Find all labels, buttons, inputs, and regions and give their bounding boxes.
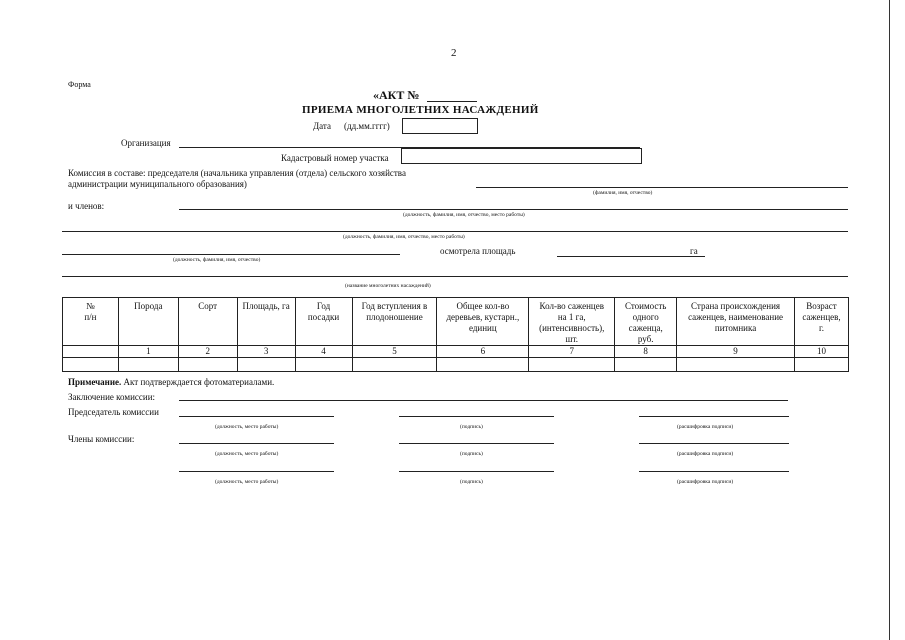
table-header: № п/н bbox=[63, 298, 119, 346]
member1-decode-field[interactable] bbox=[639, 443, 789, 444]
members-field-1[interactable] bbox=[179, 209, 848, 210]
table-cell: 5 bbox=[352, 346, 437, 358]
table-cell[interactable] bbox=[63, 358, 119, 372]
table-cell: 6 bbox=[437, 346, 529, 358]
table-header: Кол-во саженцев на 1 га, (интенсивность), шт. bbox=[529, 298, 615, 346]
decode-caption: (расшифровка подписи) bbox=[677, 424, 734, 430]
table-header-row bbox=[63, 298, 849, 346]
members-caption-3: (должность, фамилия, имя, отчество) bbox=[173, 257, 261, 263]
table-cell[interactable] bbox=[295, 358, 352, 372]
table-header: Год вступления в плодоношение bbox=[352, 298, 437, 346]
chairman-position-field[interactable] bbox=[179, 416, 334, 417]
member2-signature-field[interactable] bbox=[399, 471, 554, 472]
table-cell: 4 bbox=[295, 346, 352, 358]
note-label: Примечание. bbox=[68, 377, 122, 387]
page-edge-divider bbox=[889, 0, 890, 640]
date-input[interactable] bbox=[402, 118, 478, 134]
table-cell[interactable] bbox=[437, 358, 529, 372]
inspected-area-label: осмотрела площадь bbox=[440, 246, 516, 256]
plantings-table bbox=[62, 297, 849, 372]
position-caption: (должность, место работы) bbox=[215, 424, 279, 430]
chairman-signature-field[interactable] bbox=[399, 416, 554, 417]
table-cell[interactable] bbox=[178, 358, 237, 372]
table-cell[interactable] bbox=[352, 358, 437, 372]
table-header: Площадь, га bbox=[237, 298, 295, 346]
chair-name-field[interactable] bbox=[476, 187, 848, 188]
table-header: Страна происхождения саженцев, наименование питомника bbox=[677, 298, 795, 346]
member1-position-field[interactable] bbox=[179, 443, 334, 444]
table-cell[interactable] bbox=[677, 358, 795, 372]
note-text: Акт подтверждается фотоматериалами. bbox=[121, 377, 275, 387]
table-cell: 3 bbox=[237, 346, 295, 358]
chairman-decode-field[interactable] bbox=[639, 416, 789, 417]
table-cell[interactable] bbox=[118, 358, 178, 372]
act-title: «АКТ № bbox=[373, 88, 420, 102]
cadastral-input[interactable] bbox=[401, 148, 642, 164]
signature-caption: (подпись) bbox=[460, 451, 483, 457]
ha-unit: га bbox=[690, 246, 698, 256]
commission-intro-line2: администрации муниципального образования) bbox=[68, 179, 247, 189]
page-number: 2 bbox=[451, 47, 457, 59]
chair-caption: (фамилия, имя, отчество) bbox=[593, 190, 653, 196]
cadastral-label: Кадастровый номер участка bbox=[281, 153, 389, 163]
members-field-3[interactable] bbox=[62, 254, 400, 255]
position-caption: (должность, место работы) bbox=[215, 479, 279, 485]
table-header: Порода bbox=[118, 298, 178, 346]
plantings-caption: (название многолетних насаждений) bbox=[345, 283, 431, 289]
members-caption-2: (должность, фамилия, имя, отчество, место работы) bbox=[343, 234, 465, 240]
table-cell: 7 bbox=[529, 346, 615, 358]
position-caption: (должность, место работы) bbox=[215, 451, 279, 457]
act-subtitle: ПРИЕМА МНОГОЛЕТНИХ НАСАЖДЕНИЙ bbox=[302, 104, 539, 116]
table-cell: 2 bbox=[178, 346, 237, 358]
decode-caption: (расшифровка подписи) bbox=[677, 451, 734, 457]
date-format: (дд.мм.гггг) bbox=[344, 121, 390, 131]
table-number-row bbox=[63, 346, 849, 358]
table-header: Возраст саженцев, г. bbox=[794, 298, 848, 346]
table-cell: 10 bbox=[794, 346, 848, 358]
members-commission-label: Члены комиссии: bbox=[68, 434, 135, 444]
members-caption-1: (должность, фамилия, имя, отчество, место работы) bbox=[403, 212, 525, 218]
signature-caption: (подпись) bbox=[460, 424, 483, 430]
conclusion-label: Заключение комиссии: bbox=[68, 392, 156, 402]
table-cell: 8 bbox=[615, 346, 677, 358]
table-cell: 1 bbox=[118, 346, 178, 358]
table-cell: 9 bbox=[677, 346, 795, 358]
members-field-2[interactable] bbox=[62, 231, 848, 232]
conclusion-field[interactable] bbox=[179, 400, 788, 401]
table-cell[interactable] bbox=[615, 358, 677, 372]
table-header: Год посадки bbox=[295, 298, 352, 346]
table-header: Стоимость одного саженца, руб. bbox=[615, 298, 677, 346]
member2-decode-field[interactable] bbox=[639, 471, 789, 472]
table-header: Сорт bbox=[178, 298, 237, 346]
chairman-label: Председатель комиссии bbox=[68, 407, 159, 417]
inspected-area-field[interactable] bbox=[557, 256, 705, 257]
act-number-field[interactable] bbox=[427, 101, 477, 102]
note bbox=[68, 377, 274, 387]
form-label: Форма bbox=[68, 80, 91, 89]
table-row[interactable] bbox=[63, 358, 849, 372]
table-cell[interactable] bbox=[237, 358, 295, 372]
decode-caption: (расшифровка подписи) bbox=[677, 479, 734, 485]
date-label: Дата bbox=[313, 121, 331, 131]
member2-position-field[interactable] bbox=[179, 471, 334, 472]
table-cell[interactable] bbox=[794, 358, 848, 372]
commission-intro-line1: Комиссия в составе: председателя (начальника управления (отдела) сельского хозяйства bbox=[68, 168, 406, 178]
member1-signature-field[interactable] bbox=[399, 443, 554, 444]
table-cell bbox=[63, 346, 119, 358]
table-header: Общее кол-во деревьев, кустарн., единиц bbox=[437, 298, 529, 346]
plantings-name-field[interactable] bbox=[62, 276, 848, 277]
organization-label: Организация bbox=[121, 138, 171, 148]
table-cell[interactable] bbox=[529, 358, 615, 372]
signature-caption: (подпись) bbox=[460, 479, 483, 485]
members-label: и членов: bbox=[68, 201, 105, 211]
